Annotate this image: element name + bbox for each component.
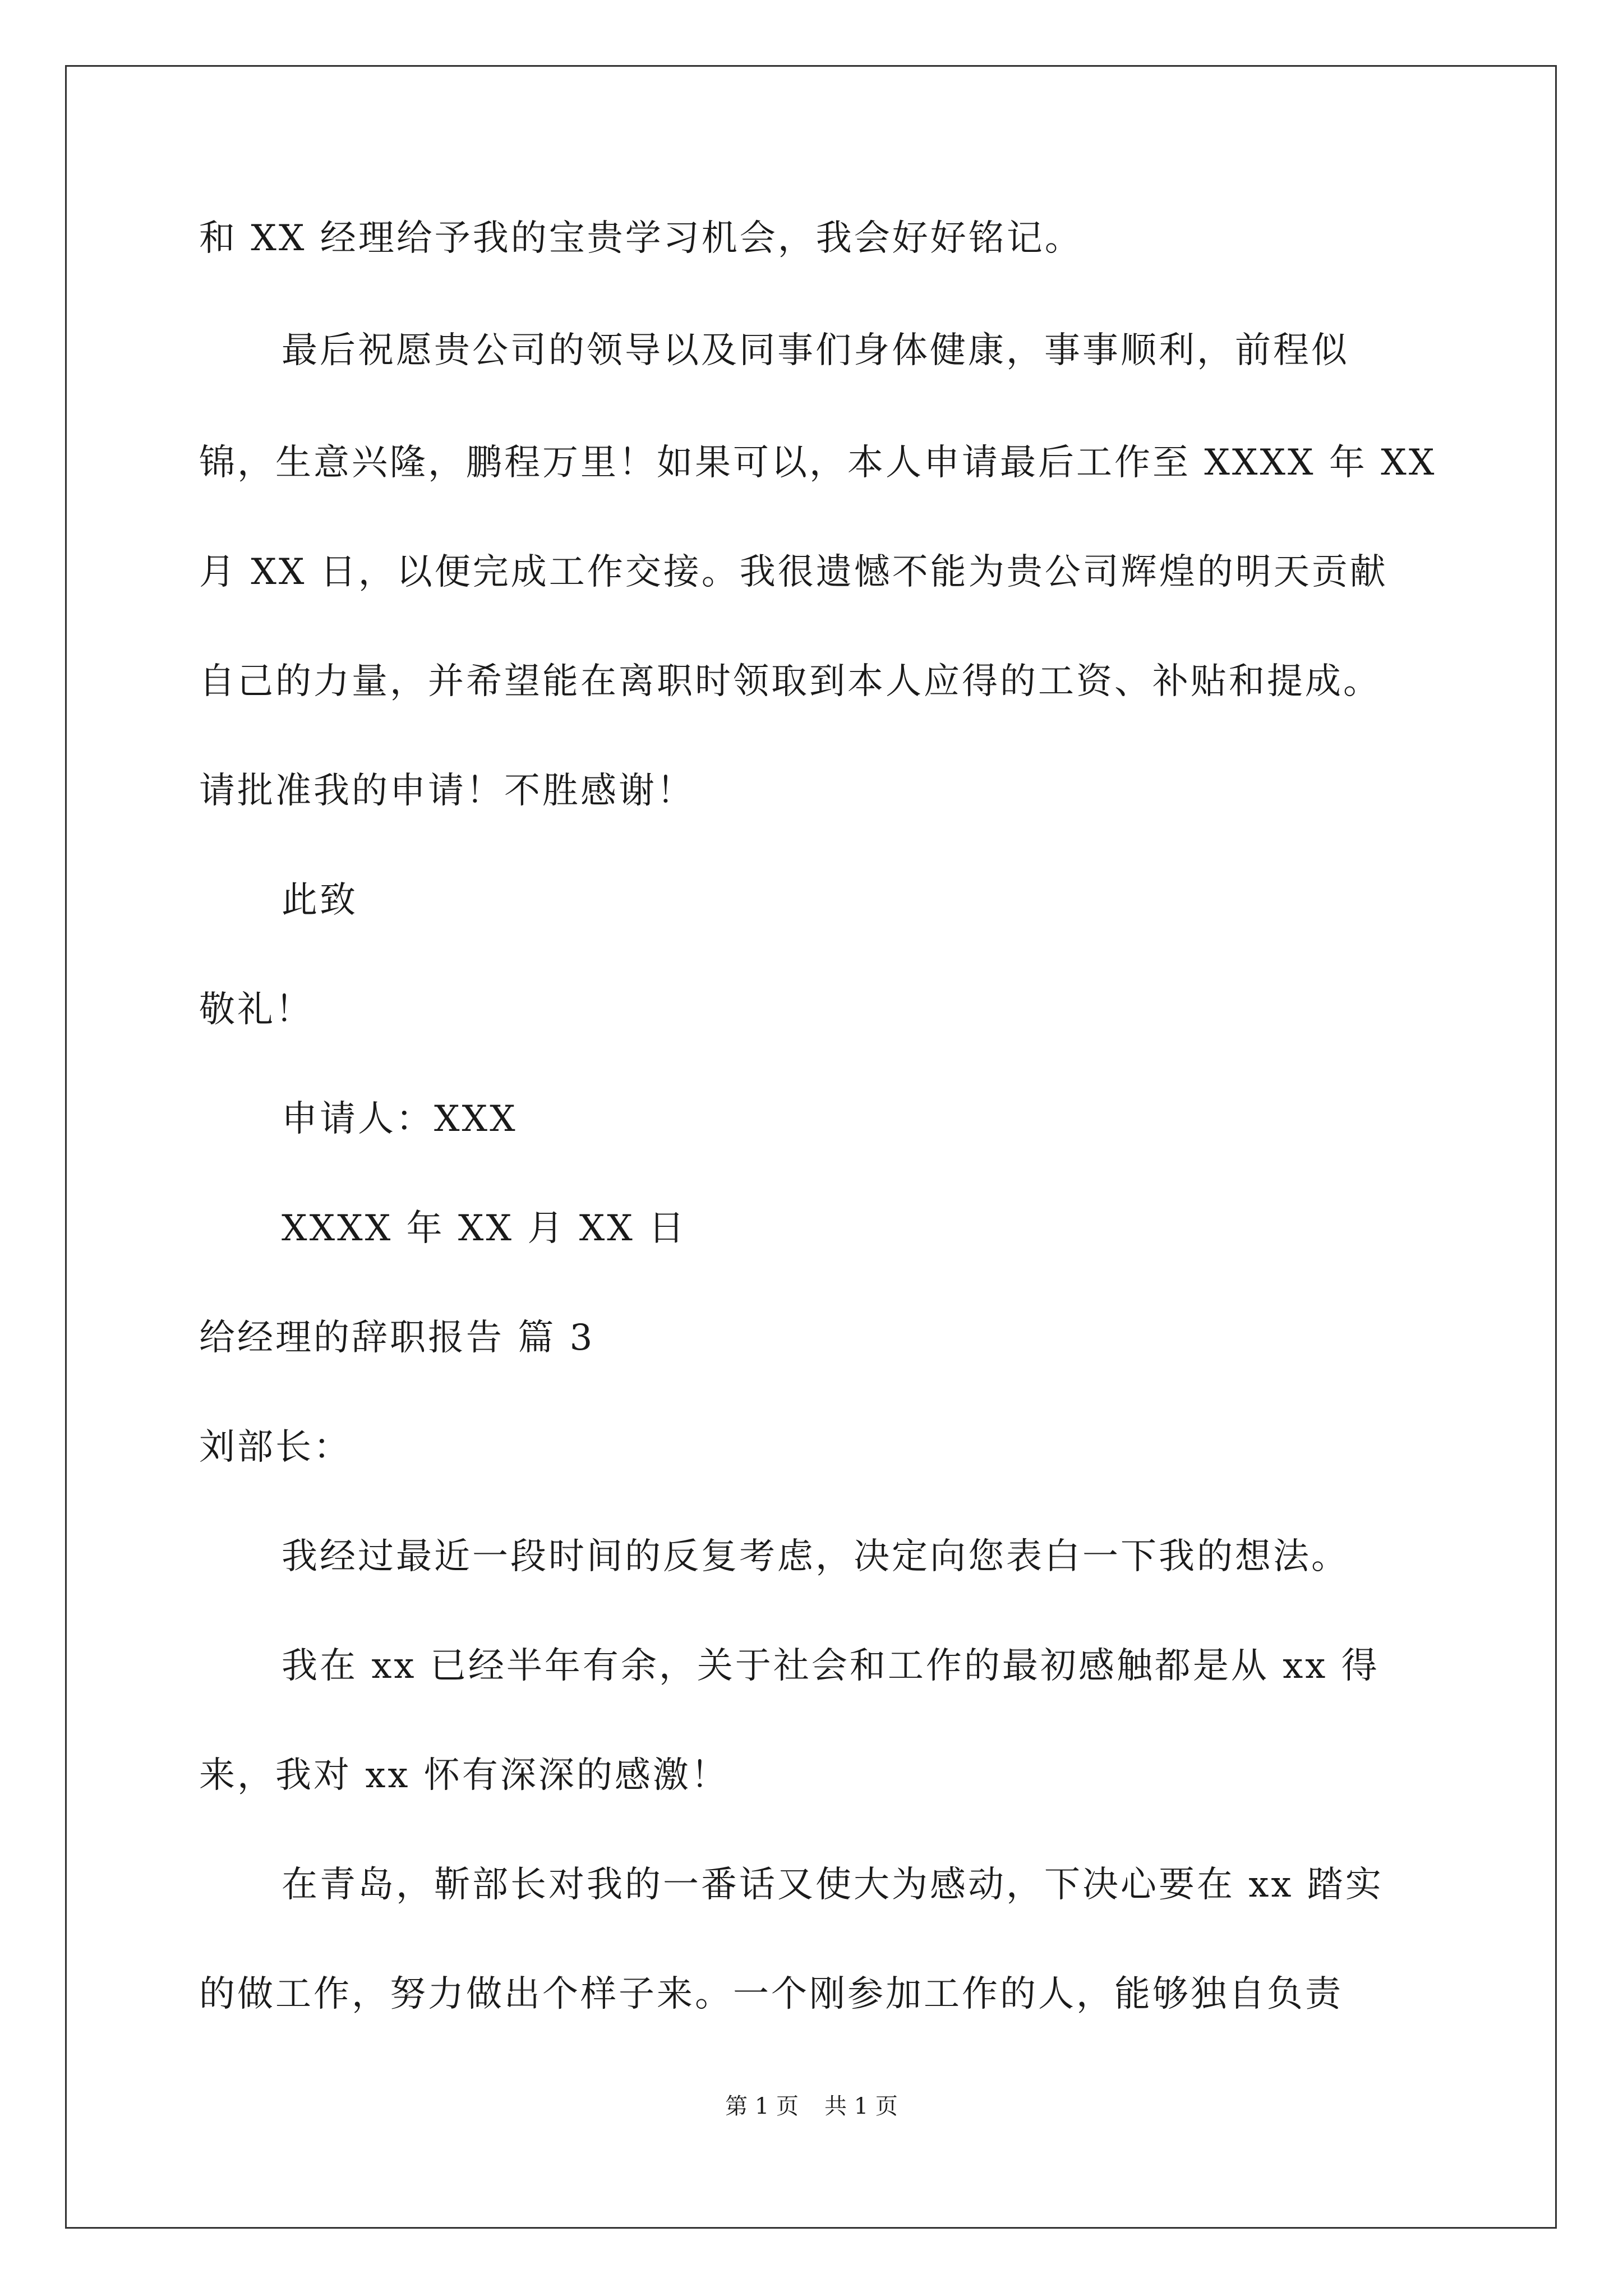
closing-regards: 敬礼！ (199, 989, 313, 1030)
applicant-signature: 申请人：XXX (282, 1098, 518, 1140)
text-line: 锦，生意兴隆，鹏程万里！如果可以，本人申请最后工作至 XXXX 年 XX (199, 442, 1437, 484)
text-line: 月 XX 日，以便完成工作交接。我很遗憾不能为贵公司辉煌的明天贡献 (199, 551, 1388, 593)
text-line: 的做工作，努力做出个样子来。一个刚参加工作的人，能够独自负责 (199, 1973, 1343, 2015)
text-line: 在青岛，靳部长对我的一番话又使大为感动，下决心要在 xx 踏实 (282, 1864, 1384, 1906)
text-line: 自己的力量，并希望能在离职时领取到本人应得的工资、补贴和提成。 (199, 661, 1381, 702)
closing-salutation: 此致 (282, 880, 358, 921)
page-number: 第 1 页 (725, 2093, 799, 2119)
text-line: 来，我对 xx 怀有深深的感激！ (199, 1755, 729, 1796)
text-line: 和 XX 经理给予我的宝贵学习机会，我会好好铭记。 (199, 218, 1083, 259)
text-line: 请批准我的申请！不胜感谢！ (199, 770, 695, 812)
text-line: 我在 xx 已经半年有余，关于社会和工作的最初感触都是从 xx 得 (282, 1645, 1380, 1687)
page-footer (0, 2090, 1623, 2123)
text-line: 最后祝愿贵公司的领导以及同事们身体健康，事事顺利，前程似 (282, 330, 1349, 371)
letter-greeting: 刘部长： (199, 1427, 352, 1468)
section-heading: 给经理的辞职报告 篇 3 (199, 1317, 595, 1359)
text-line: 我经过最近一段时间的反复考虑，决定向您表白一下我的想法。 (282, 1536, 1349, 1577)
signature-date: XXXX 年 XX 月 XX 日 (282, 1208, 687, 1249)
page-total: 共 1 页 (824, 2093, 898, 2119)
